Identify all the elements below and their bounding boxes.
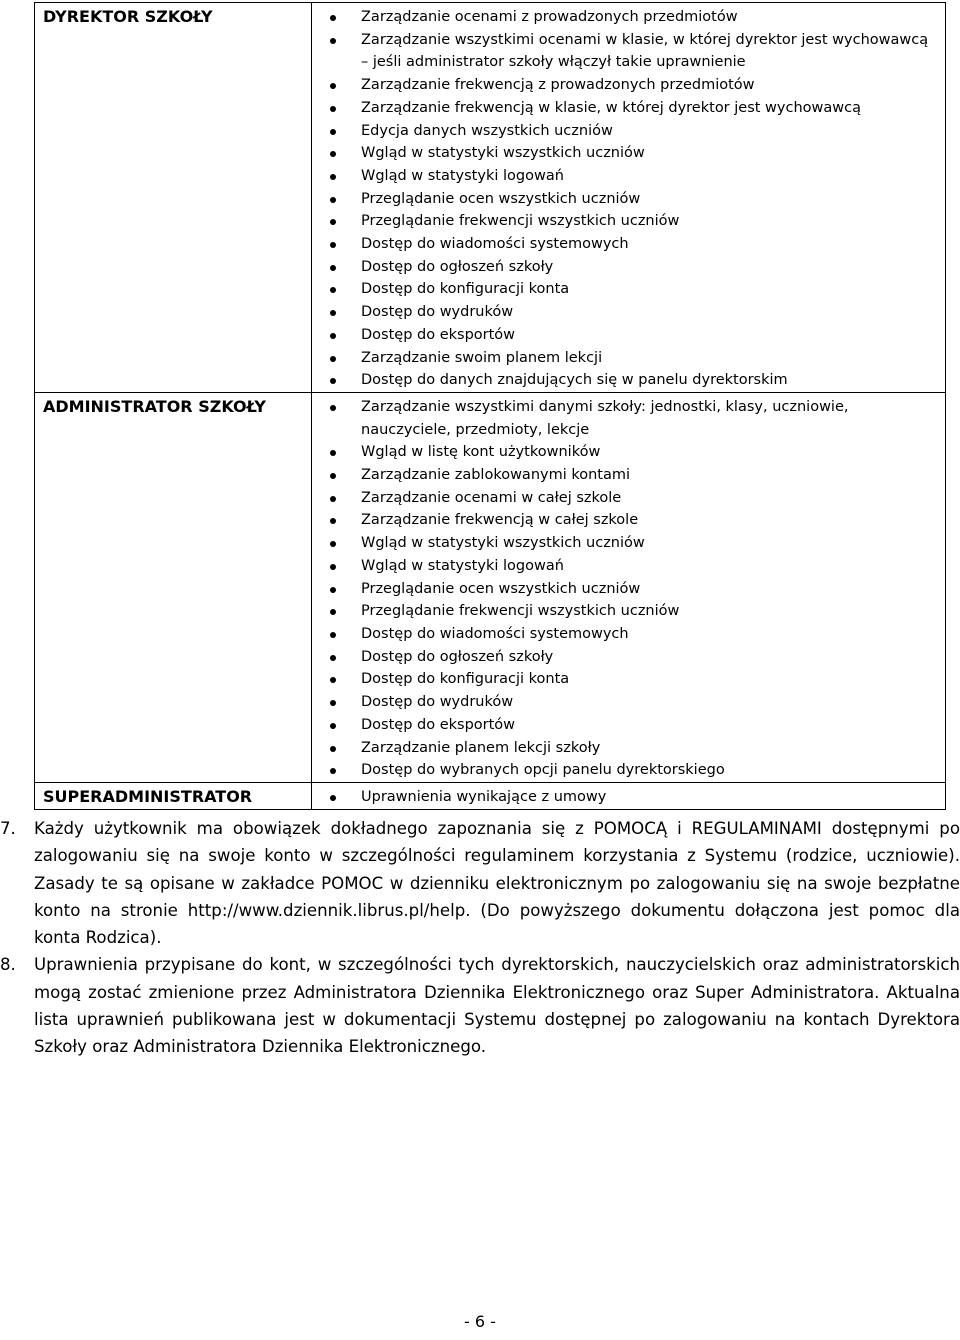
permission-item: Zarządzanie frekwencją w klasie, w której dyrektor jest wychowawcą xyxy=(361,97,939,120)
permission-item: Przeglądanie frekwencji wszystkich uczniów xyxy=(361,210,939,233)
permission-item: Przeglądanie ocen wszystkich uczniów xyxy=(361,578,939,601)
paragraphs-section xyxy=(0,815,960,1061)
permissions-cell xyxy=(312,392,946,782)
permissions-cell xyxy=(312,782,946,809)
permission-item: Dostęp do wiadomości systemowych xyxy=(361,623,939,646)
role-name: ADMINISTRATOR SZKOŁY xyxy=(35,392,312,782)
permission-item: Uprawnienia wynikające z umowy xyxy=(361,786,939,809)
permission-item: Dostęp do wydruków xyxy=(361,301,939,324)
permission-item: Dostęp do wiadomości systemowych xyxy=(361,233,939,256)
permission-item: Dostęp do danych znajdujących się w panelu dyrektorskim xyxy=(361,369,939,392)
permission-item: Dostęp do eksportów xyxy=(361,714,939,737)
paragraph-text: Uprawnienia przypisane do kont, w szczególności tych dyrektorskich, nauczycielskich oraz administratorskich mogą zostać zmienione przez Administratora Dziennika Elektronicznego oraz Super Administratora. Aktualna lista uprawnień publikowana jest w dokumentacji Systemu dostępnej po zalogowaniu na kontach Dyrektora Szkoły oraz Administratora Dziennika Elektronicznego. xyxy=(34,955,960,1057)
permission-item: Dostęp do ogłoszeń szkoły xyxy=(361,256,939,279)
role-name: DYREKTOR SZKOŁY xyxy=(35,3,312,393)
permission-item: Przeglądanie ocen wszystkich uczniów xyxy=(361,188,939,211)
permissions-cell xyxy=(312,3,946,393)
permission-item: Dostęp do konfiguracji konta xyxy=(361,278,939,301)
permission-item: Zarządzanie frekwencją w całej szkole xyxy=(361,509,939,532)
permissions-table-body xyxy=(35,3,946,810)
role-name: SUPERADMINISTRATOR xyxy=(35,782,312,809)
permission-item: Wgląd w statystyki logowań xyxy=(361,165,939,188)
permission-item: Edycja danych wszystkich uczniów xyxy=(361,120,939,143)
paragraph-number: 8. xyxy=(0,955,16,975)
permission-item: Dostęp do wybranych opcji panelu dyrektorskiego xyxy=(361,759,939,782)
permission-item: Zarządzanie wszystkimi ocenami w klasie, w której dyrektor jest wychowawcą – jeśli administrator szkoły włączył takie uprawnienie xyxy=(361,29,939,74)
permission-item: Dostęp do wydruków xyxy=(361,691,939,714)
page-number: - 6 - xyxy=(464,1312,496,1331)
permission-item: Wgląd w statystyki wszystkich uczniów xyxy=(361,532,939,555)
permission-item: Zarządzanie ocenami z prowadzonych przedmiotów xyxy=(361,6,939,29)
permission-item: Dostęp do eksportów xyxy=(361,324,939,347)
paragraph-number: 7. xyxy=(0,819,16,838)
permission-item: Zarządzanie ocenami w całej szkole xyxy=(361,487,939,510)
role-row xyxy=(35,782,946,809)
permissions-table xyxy=(34,2,946,810)
permission-list xyxy=(312,6,939,392)
permission-item: Wgląd w statystyki logowań xyxy=(361,555,939,578)
permission-item: Zarządzanie wszystkimi danymi szkoły: jednostki, klasy, uczniowie, nauczyciele, przedmioty, lekcje xyxy=(361,396,939,441)
permission-item: Zarządzanie frekwencją z prowadzonych przedmiotów xyxy=(361,74,939,97)
role-row xyxy=(35,392,946,782)
permission-item: Dostęp do konfiguracji konta xyxy=(361,668,939,691)
permission-item: Dostęp do ogłoszeń szkoły xyxy=(361,646,939,669)
role-row xyxy=(35,3,946,393)
permission-item: Wgląd w statystyki wszystkich uczniów xyxy=(361,142,939,165)
permission-item: Zarządzanie swoim planem lekcji xyxy=(361,347,939,370)
permission-list xyxy=(312,396,939,782)
paragraph-text: Każdy użytkownik ma obowiązek dokładnego zapoznania się z POMOCĄ i REGULAMINAMI dostępnymi po zalogowaniu się na swoje konto w szczególności regulaminem korzystania z Systemu (rodzice, uczniowie). Zasady te są opisane w zakładce POMOC w dzienniku elektronicznym po zalogowaniu się na swoje bezpłatne konto na stronie http://www.dziennik.librus.pl/help. (Do powyższego dokumentu dołączona jest pomoc dla konta Rodzica). xyxy=(34,819,960,948)
permission-item: Wgląd w listę kont użytkowników xyxy=(361,441,939,464)
permission-item: Przeglądanie frekwencji wszystkich uczniów xyxy=(361,600,939,623)
permission-item: Zarządzanie planem lekcji szkoły xyxy=(361,737,939,760)
numbered-paragraph xyxy=(0,815,960,951)
permission-item: Zarządzanie zablokowanymi kontami xyxy=(361,464,939,487)
numbered-paragraph xyxy=(0,951,960,1060)
permission-list xyxy=(312,786,939,809)
